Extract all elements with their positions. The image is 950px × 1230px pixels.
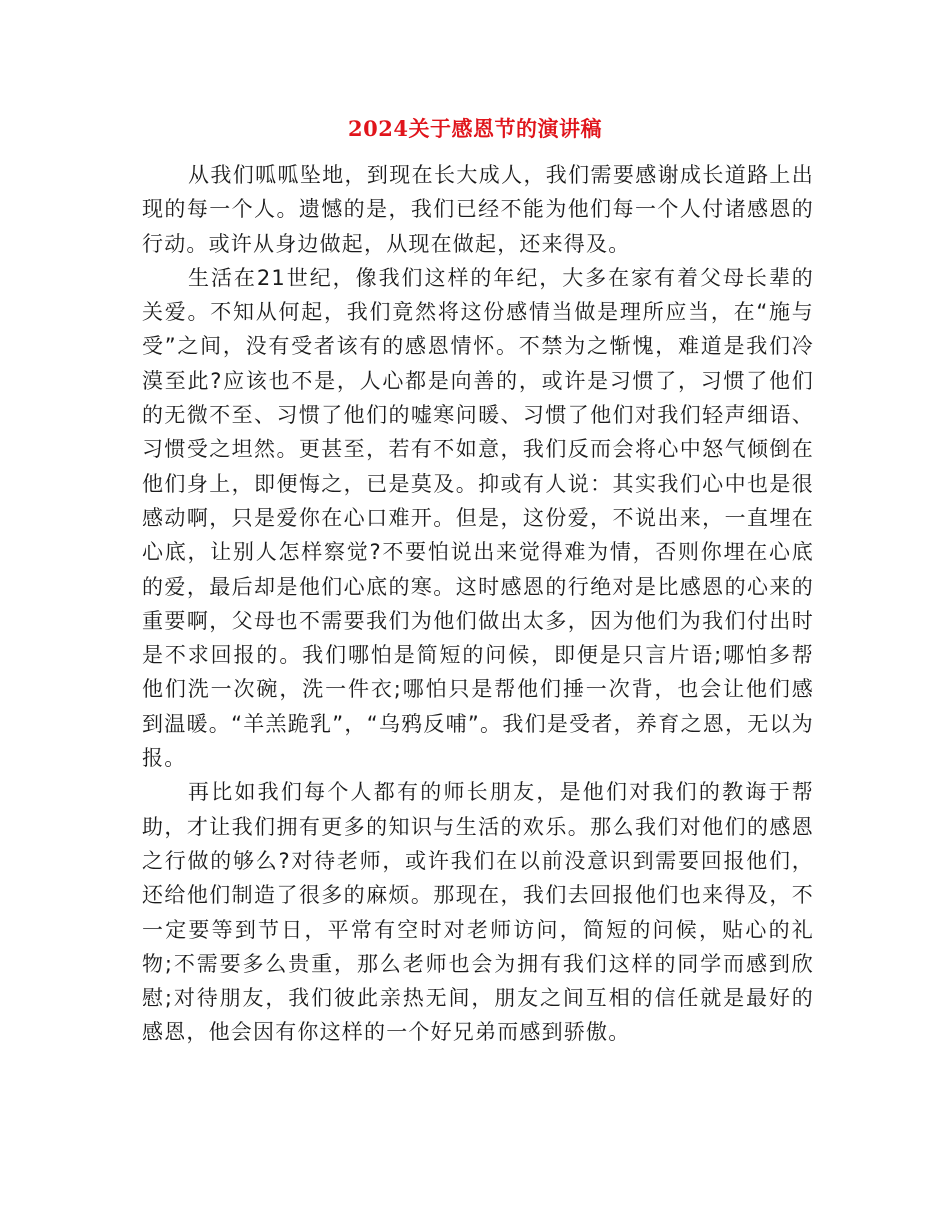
document-title: 2024关于感恩节的演讲稿 bbox=[348, 116, 602, 141]
paragraph-3: 再比如我们每个人都有的师长朋友，是他们对我们的教诲于帮助，才让我们拥有更多的知识与生活的欢乐。那么我们对他们的感恩之行做的够么?对待老师，或许我们在以前没意识到需要回报他们，还给他们制造了很多的麻烦。那现在，我们去回报他们也来得及，不一定要等到节日，平常有空时对老师访问，简短的问候，贴心的礼物;不需要多么贵重，那么老师也会为拥有我们这样的同学而感到欣慰;对待朋友，我们彼此亲热无间，朋友之间互相的信任就是最好的感恩，他会因有你这样的一个好兄弟而感到骄傲。 bbox=[142, 780, 814, 1045]
document-body bbox=[142, 158, 814, 1050]
paragraph-1: 从我们呱呱坠地，到现在长大成人，我们需要感谢成长道路上出现的每一个人。遗憾的是，我们已经不能为他们每一个人付诸感恩的行动。或许从身边做起，从现在做起，还来得及。 bbox=[142, 163, 814, 256]
paragraph-2: 生活在21世纪，像我们这样的年纪，大多在家有着父母长辈的关爱。不知从何起，我们竟然将这份感情当做是理所应当，在“施与受”之间，没有受者该有的感恩情怀。不禁为之惭愧，难道是我们冷漠至此?应该也不是，人心都是向善的，或许是习惯了，习惯了他们的无微不至、习惯了他们的嘘寒问暖、习惯了他们对我们轻声细语、习惯受之坦然。更甚至，若有不如意，我们反而会将心中怒气倾倒在他们身上，即便悔之，已是莫及。抑或有人说：其实我们心中也是很感动啊，只是爱你在心口难开。但是，这份爱，不说出来，一直埋在心底，让别人怎样察觉?不要怕说出来觉得难为情，否则你埋在心底的爱，最后却是他们心底的寒。这时感恩的行绝对是比感恩的心来的重要啊，父母也不需要我们为他们做出太多，因为他们为我们付出时是不求回报的。我们哪怕是简短的问候，即便是只言片语;哪怕多帮他们洗一次碗，洗一件衣;哪怕只是帮他们捶一次背，也会让他们感到温暖。“羊羔跪乳”，“乌鸦反哺”。我们是受者，养育之恩，无以为报。 bbox=[142, 265, 814, 771]
